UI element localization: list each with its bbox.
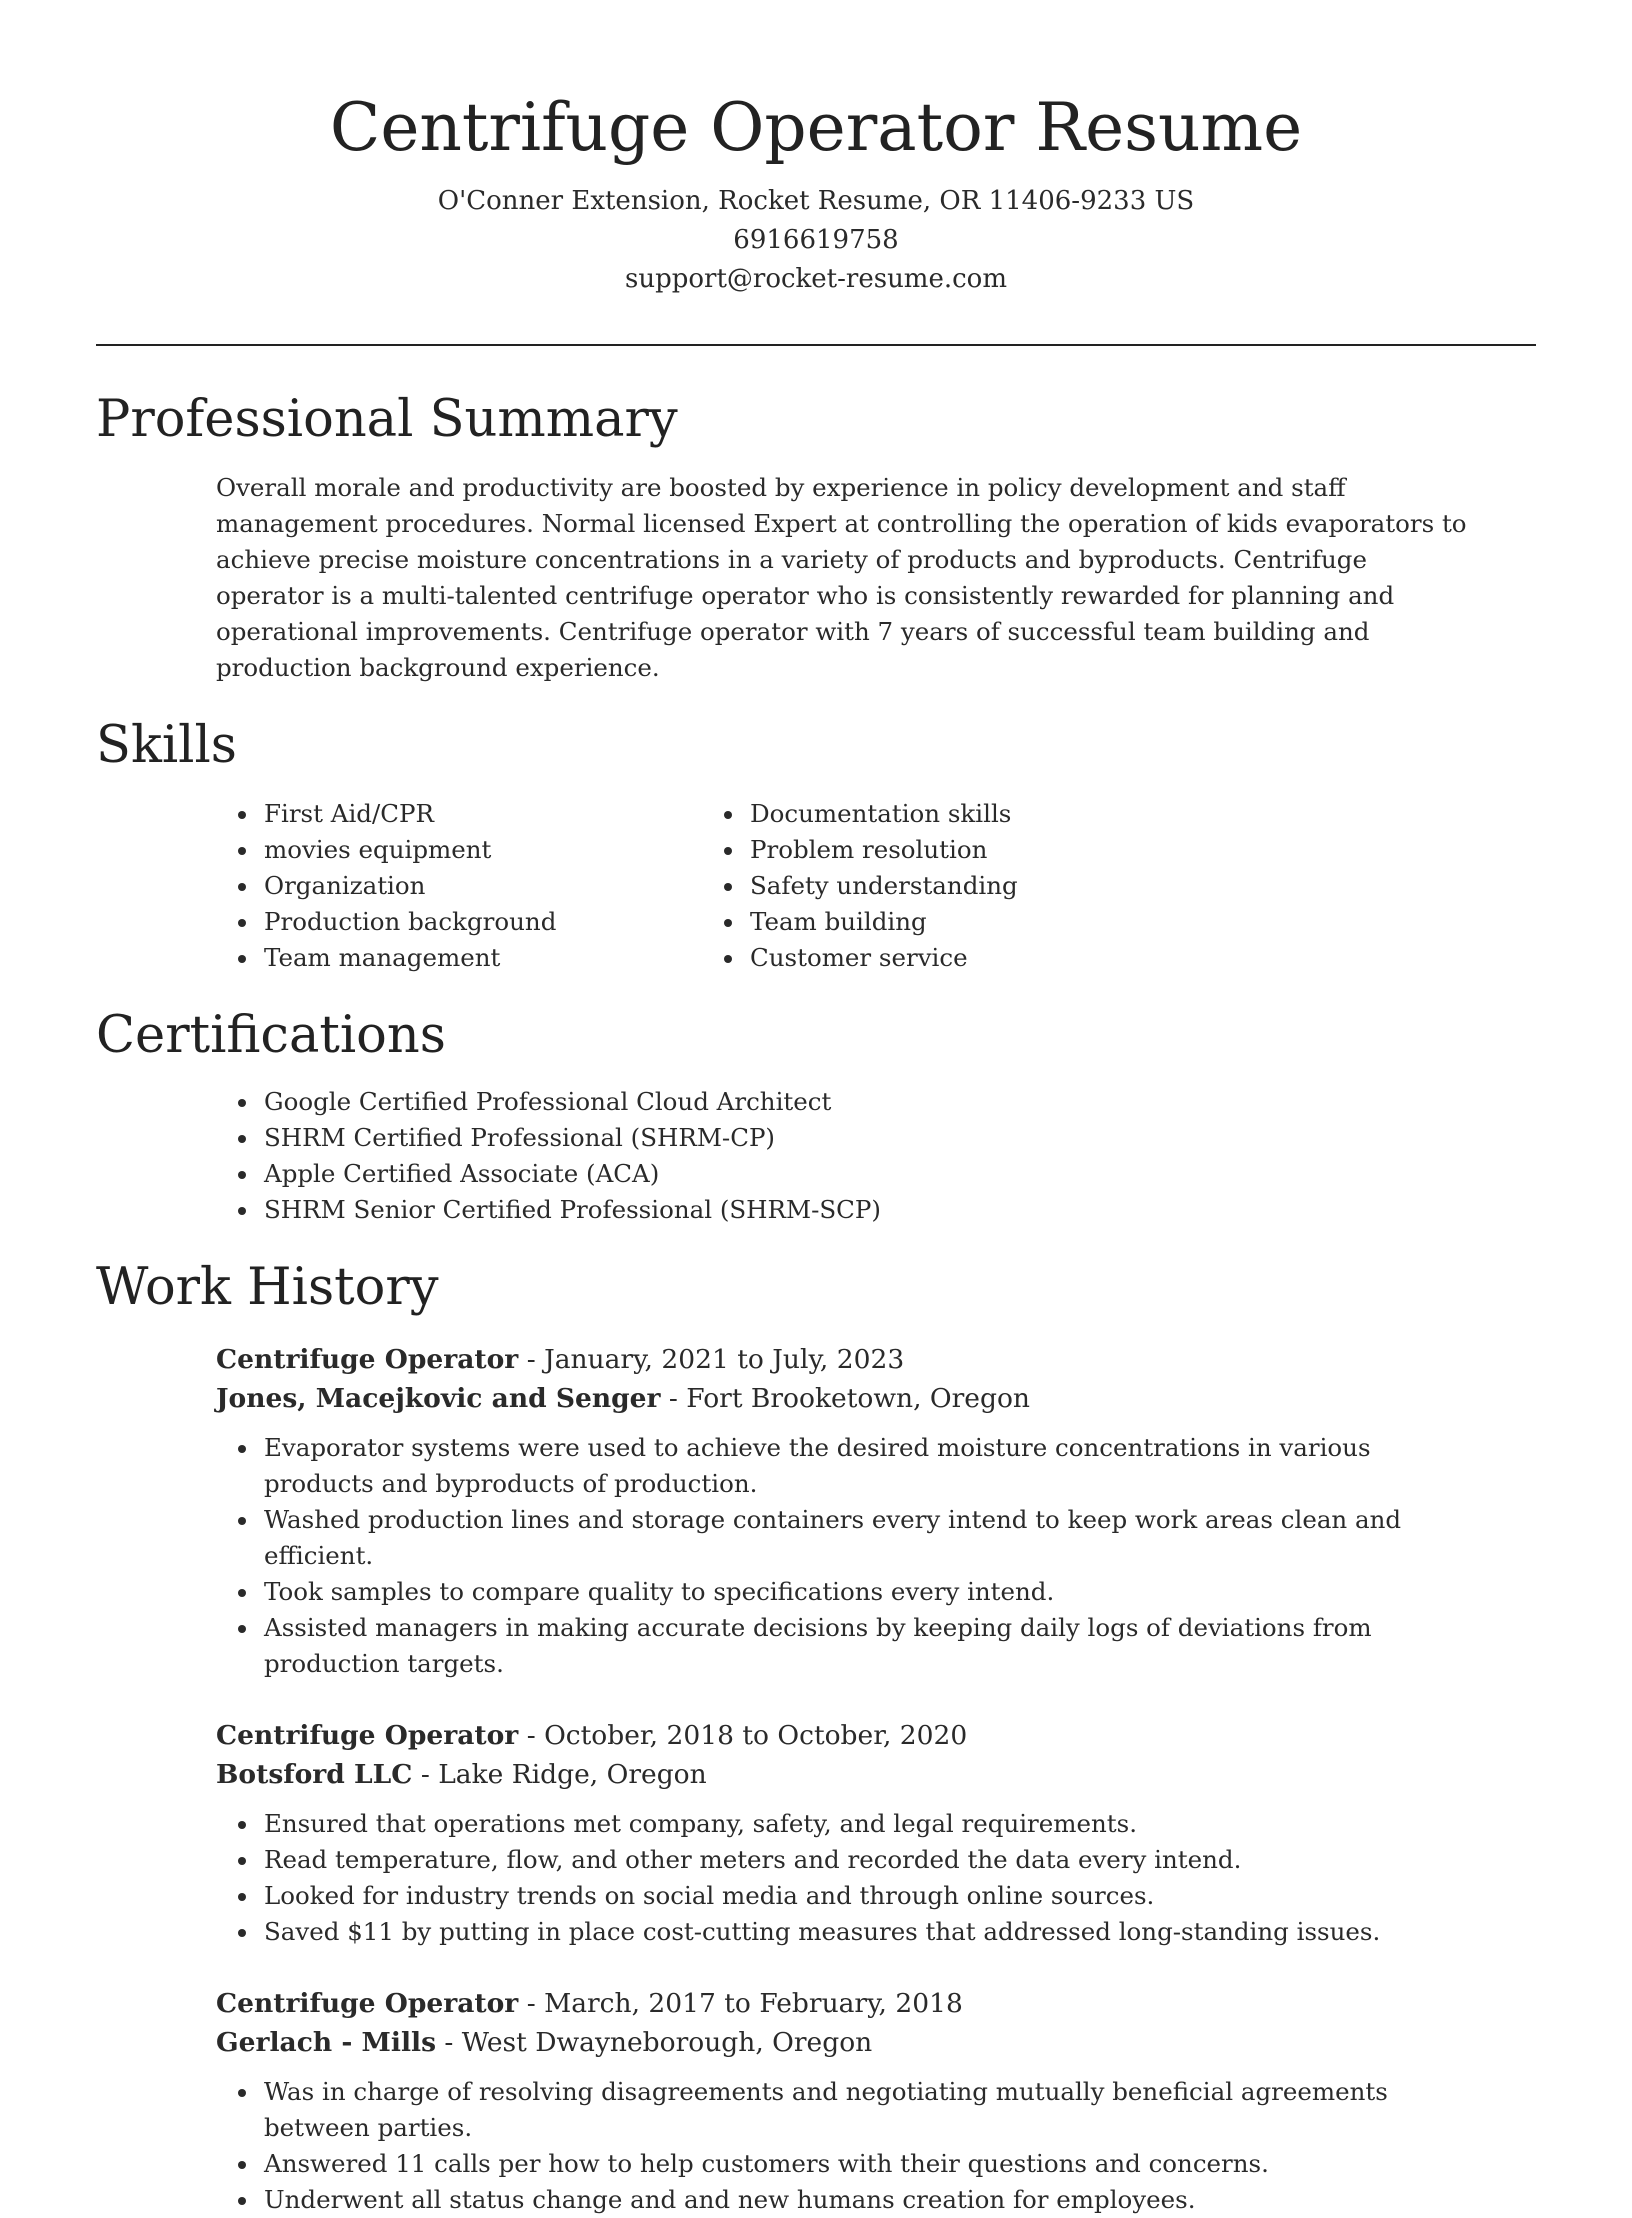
skill-item: • Documentation skills bbox=[746, 796, 1306, 832]
summary-text: Overall morale and productivity are boosted by experience in policy development and staff management procedures. Normal licensed Expert at controlling the operation of kids evaporators to achieve precise moisture concentrations in a variety of products and byproducts. Centrifuge operator is a multi-talented centrifuge operator who is consistently rewarded for planning and operational improvements. Centrifuge operator with 7 years of successful team building and production background experience. bbox=[216, 473, 1467, 682]
job-bullets bbox=[216, 1430, 1536, 1682]
contact-block bbox=[96, 182, 1536, 299]
job-location: - West Dwayneborough, Oregon bbox=[436, 2027, 873, 2058]
job-entry bbox=[216, 1716, 1536, 1950]
contact-phone: 6916619758 bbox=[733, 225, 899, 255]
skill-item: • Customer service bbox=[746, 940, 1306, 976]
certification-item: • Apple Certified Associate (ACA) bbox=[260, 1156, 1536, 1192]
skill-item: • Problem resolution bbox=[746, 832, 1306, 868]
job-bullet: • Answered 11 calls per how to help customers with their questions and concerns. bbox=[260, 2146, 1476, 2182]
summary-section bbox=[96, 390, 1536, 686]
job-bullet: • Underwent all status change and and new humans creation for employees. bbox=[260, 2182, 1476, 2218]
skills-heading: Skills bbox=[96, 716, 237, 775]
job-company-line bbox=[216, 1755, 1536, 1794]
job-bullet: • Ensured that operations met company, safety, and legal requirements. bbox=[260, 1806, 1476, 1842]
skill-item: • Team management bbox=[260, 940, 910, 976]
certification-item: • Google Certified Professional Cloud Architect bbox=[260, 1084, 1536, 1120]
job-bullets bbox=[216, 1806, 1536, 1950]
skill-item: • movies equipment bbox=[260, 832, 910, 868]
contact-address: O'Conner Extension, Rocket Resume, OR 11406-9233 US bbox=[437, 186, 1195, 216]
job-bullet: • Saved $11 by putting in place cost-cutting measures that addressed long-standing issues. bbox=[260, 1914, 1476, 1950]
summary-heading: Professional Summary bbox=[96, 390, 678, 449]
work-history-heading: Work History bbox=[96, 1258, 439, 1317]
skill-item: • Production background bbox=[260, 904, 910, 940]
certifications-heading: Certifications bbox=[96, 1006, 446, 1065]
certifications-section bbox=[96, 1006, 1536, 1228]
job-bullet: • Looked for industry trends on social media and through online sources. bbox=[260, 1878, 1476, 1914]
contact-email: support@rocket-resume.com bbox=[624, 264, 1007, 294]
resume-title: Centrifuge Operator Resume bbox=[329, 89, 1303, 166]
job-bullet: • Assisted managers in making accurate decisions by keeping daily logs of deviations from production targets. bbox=[260, 1610, 1476, 1682]
job-entry bbox=[216, 1984, 1536, 2218]
job-title-line bbox=[216, 1340, 1536, 1379]
skill-item: • Organization bbox=[260, 868, 910, 904]
job-title-line bbox=[216, 1984, 1536, 2023]
job-company: Gerlach - Mills bbox=[216, 2027, 436, 2058]
job-bullets bbox=[216, 2074, 1536, 2218]
job-company-line bbox=[216, 2023, 1536, 2062]
certifications-list bbox=[96, 1084, 1536, 1228]
job-company: Jones, Macejkovic and Senger bbox=[216, 1383, 661, 1414]
certification-item: • SHRM Certified Professional (SHRM-CP) bbox=[260, 1120, 1536, 1156]
resume-header bbox=[96, 0, 1536, 299]
job-dates: - October, 2018 to October, 2020 bbox=[518, 1720, 968, 1751]
certification-item: • SHRM Senior Certified Professional (SHRM-SCP) bbox=[260, 1192, 1536, 1228]
header-divider bbox=[96, 344, 1536, 346]
work-history-section bbox=[96, 1258, 1536, 2218]
job-bullet: • Was in charge of resolving disagreements and negotiating mutually beneficial agreements between parties. bbox=[260, 2074, 1476, 2146]
job-bullet: • Read temperature, flow, and other meters and recorded the data every intend. bbox=[260, 1842, 1476, 1878]
job-company-line bbox=[216, 1379, 1536, 1418]
job-location: - Fort Brooketown, Oregon bbox=[660, 1383, 1030, 1414]
job-bullet: • Washed production lines and storage containers every intend to keep work areas clean and efficient. bbox=[260, 1502, 1476, 1574]
job-company: Botsford LLC bbox=[216, 1759, 413, 1790]
skills-section bbox=[96, 716, 1536, 976]
skill-item: • Safety understanding bbox=[746, 868, 1306, 904]
job-entry bbox=[216, 1340, 1536, 1682]
job-dates: - March, 2017 to February, 2018 bbox=[518, 1988, 963, 2019]
job-title-line bbox=[216, 1716, 1536, 1755]
job-title: Centrifuge Operator bbox=[216, 1988, 519, 2019]
job-bullet: • Took samples to compare quality to specifications every intend. bbox=[260, 1574, 1476, 1610]
job-title: Centrifuge Operator bbox=[216, 1344, 519, 1375]
job-bullet: • Evaporator systems were used to achieve the desired moisture concentrations in various products and byproducts of production. bbox=[260, 1430, 1476, 1502]
skill-item: • Team building bbox=[746, 904, 1306, 940]
skill-item: • First Aid/CPR bbox=[260, 796, 910, 832]
job-dates: - January, 2021 to July, 2023 bbox=[518, 1344, 905, 1375]
resume-page bbox=[96, 0, 1536, 2218]
job-title: Centrifuge Operator bbox=[216, 1720, 519, 1751]
job-location: - Lake Ridge, Oregon bbox=[412, 1759, 707, 1790]
skills-right-list bbox=[746, 796, 1306, 976]
